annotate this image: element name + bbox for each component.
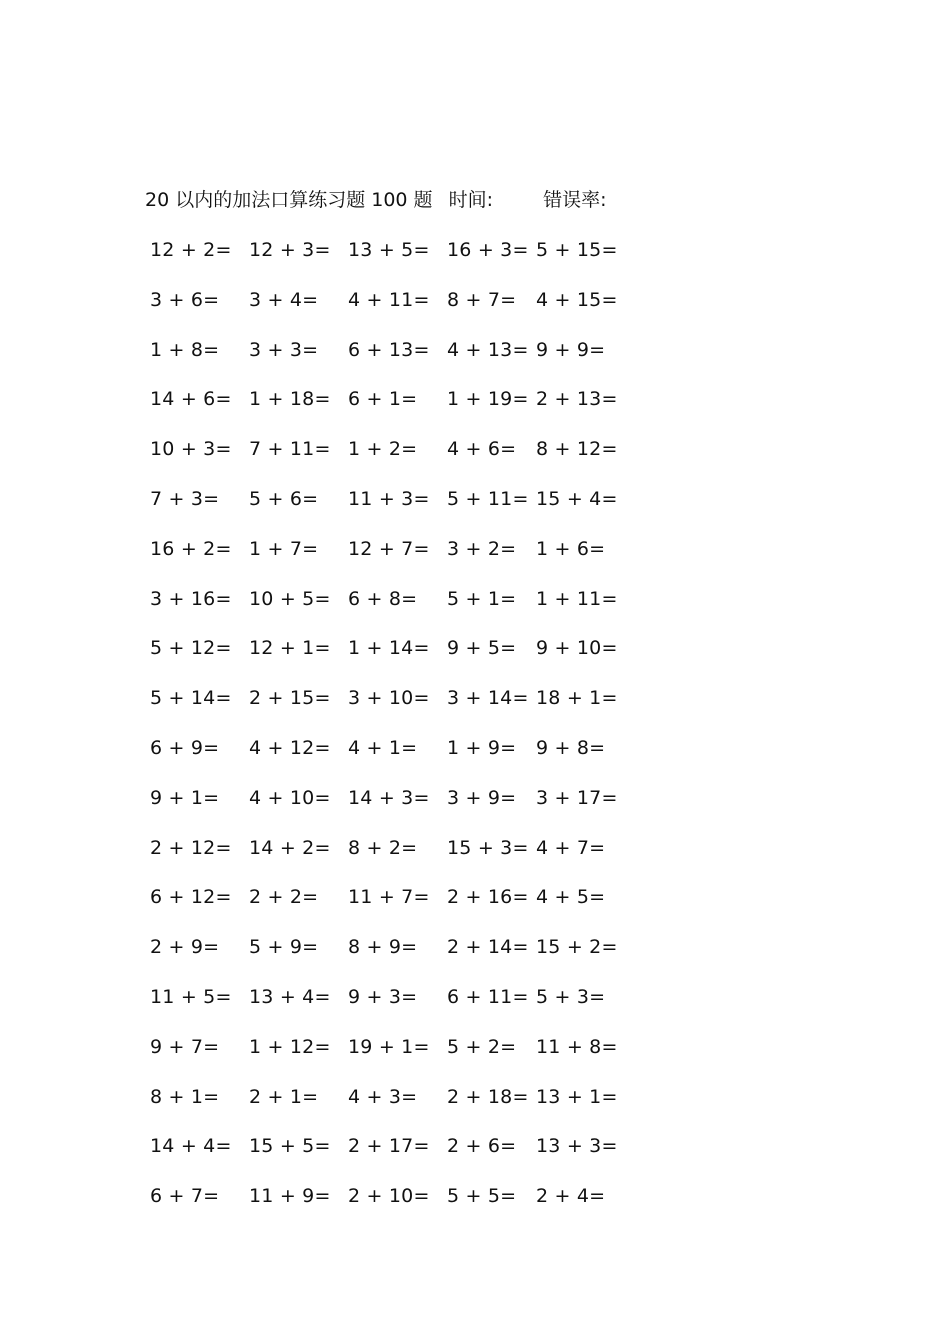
problem-item: 4 + 3= [348,1086,418,1108]
problem-item: 3 + 3= [249,339,319,361]
problem-item: 16 + 3= [447,239,529,261]
problem-item: 2 + 10= [348,1185,430,1207]
problem-item: 1 + 19= [447,388,529,410]
problem-item: 1 + 14= [348,637,430,659]
problem-item: 9 + 3= [348,986,418,1008]
problem-item: 4 + 5= [536,886,606,908]
problem-item: 9 + 5= [447,637,517,659]
problem-item: 8 + 9= [348,936,418,958]
problem-item: 2 + 15= [249,687,331,709]
problem-item: 7 + 3= [150,488,220,510]
problem-item: 15 + 4= [536,488,618,510]
problem-item: 5 + 14= [150,687,232,709]
problem-item: 4 + 12= [249,737,331,759]
problem-item: 10 + 3= [150,438,232,460]
worksheet-header [145,186,606,214]
problem-item: 5 + 6= [249,488,319,510]
problem-item: 11 + 9= [249,1185,331,1207]
problem-item: 14 + 2= [249,837,331,859]
problem-item: 11 + 3= [348,488,430,510]
problem-item: 8 + 12= [536,438,618,460]
problem-item: 15 + 3= [447,837,529,859]
problem-item: 4 + 11= [348,289,430,311]
problem-item: 8 + 1= [150,1086,220,1108]
problem-item: 5 + 3= [536,986,606,1008]
problem-item: 15 + 5= [249,1135,331,1157]
problem-item: 9 + 10= [536,637,618,659]
worksheet-title: 20 以内的加法口算练习题 100 题 [145,189,433,211]
problem-item: 5 + 11= [447,488,529,510]
problem-item: 3 + 2= [447,538,517,560]
problem-item: 14 + 4= [150,1135,232,1157]
problem-item: 4 + 1= [348,737,418,759]
problem-item: 3 + 4= [249,289,319,311]
problem-item: 13 + 4= [249,986,331,1008]
problem-item: 14 + 3= [348,787,430,809]
problem-item: 3 + 14= [447,687,529,709]
problem-item: 1 + 2= [348,438,418,460]
problem-item: 4 + 15= [536,289,618,311]
problem-item: 1 + 18= [249,388,331,410]
problem-item: 2 + 6= [447,1135,517,1157]
problem-item: 3 + 17= [536,787,618,809]
problem-item: 2 + 17= [348,1135,430,1157]
problem-item: 4 + 7= [536,837,606,859]
problem-item: 13 + 1= [536,1086,618,1108]
problem-item: 5 + 15= [536,239,618,261]
problem-item: 9 + 7= [150,1036,220,1058]
problem-item: 6 + 1= [348,388,418,410]
problem-item: 5 + 2= [447,1036,517,1058]
problem-item: 9 + 8= [536,737,606,759]
problem-item: 13 + 3= [536,1135,618,1157]
problem-item: 2 + 13= [536,388,618,410]
problem-item: 5 + 1= [447,588,517,610]
problem-item: 12 + 3= [249,239,331,261]
problem-item: 2 + 1= [249,1086,319,1108]
problem-item: 3 + 9= [447,787,517,809]
problem-item: 8 + 7= [447,289,517,311]
problem-item: 2 + 12= [150,837,232,859]
problem-item: 7 + 11= [249,438,331,460]
problem-item: 9 + 9= [536,339,606,361]
problem-item: 5 + 5= [447,1185,517,1207]
problem-item: 1 + 9= [447,737,517,759]
problem-item: 14 + 6= [150,388,232,410]
problem-item: 4 + 10= [249,787,331,809]
problem-item: 6 + 12= [150,886,232,908]
error-rate-label: 错误率: [543,189,607,211]
problem-item: 13 + 5= [348,239,430,261]
problem-item: 3 + 16= [150,588,232,610]
problem-item: 3 + 10= [348,687,430,709]
problem-item: 1 + 12= [249,1036,331,1058]
problem-item: 2 + 18= [447,1086,529,1108]
problem-item: 18 + 1= [536,687,618,709]
problem-item: 1 + 8= [150,339,220,361]
problem-item: 6 + 9= [150,737,220,759]
time-label: 时间: [448,189,494,211]
problem-item: 12 + 7= [348,538,430,560]
problem-item: 11 + 7= [348,886,430,908]
problem-item: 1 + 7= [249,538,319,560]
problem-item: 19 + 1= [348,1036,430,1058]
problem-item: 15 + 2= [536,936,618,958]
problem-item: 2 + 2= [249,886,319,908]
problem-item: 2 + 9= [150,936,220,958]
problem-item: 6 + 13= [348,339,430,361]
problem-item: 2 + 14= [447,936,529,958]
problem-item: 2 + 16= [447,886,529,908]
problem-item: 8 + 2= [348,837,418,859]
problem-item: 2 + 4= [536,1185,606,1207]
problem-item: 9 + 1= [150,787,220,809]
problem-item: 12 + 1= [249,637,331,659]
problem-item: 11 + 8= [536,1036,618,1058]
problem-item: 1 + 6= [536,538,606,560]
problem-item: 16 + 2= [150,538,232,560]
problem-item: 12 + 2= [150,239,232,261]
problem-item: 1 + 11= [536,588,618,610]
problem-item: 5 + 9= [249,936,319,958]
problem-item: 10 + 5= [249,588,331,610]
problem-item: 11 + 5= [150,986,232,1008]
problem-item: 4 + 6= [447,438,517,460]
problem-item: 6 + 8= [348,588,418,610]
problem-item: 6 + 7= [150,1185,220,1207]
problem-item: 3 + 6= [150,289,220,311]
problem-item: 6 + 11= [447,986,529,1008]
problem-item: 4 + 13= [447,339,529,361]
problem-item: 5 + 12= [150,637,232,659]
